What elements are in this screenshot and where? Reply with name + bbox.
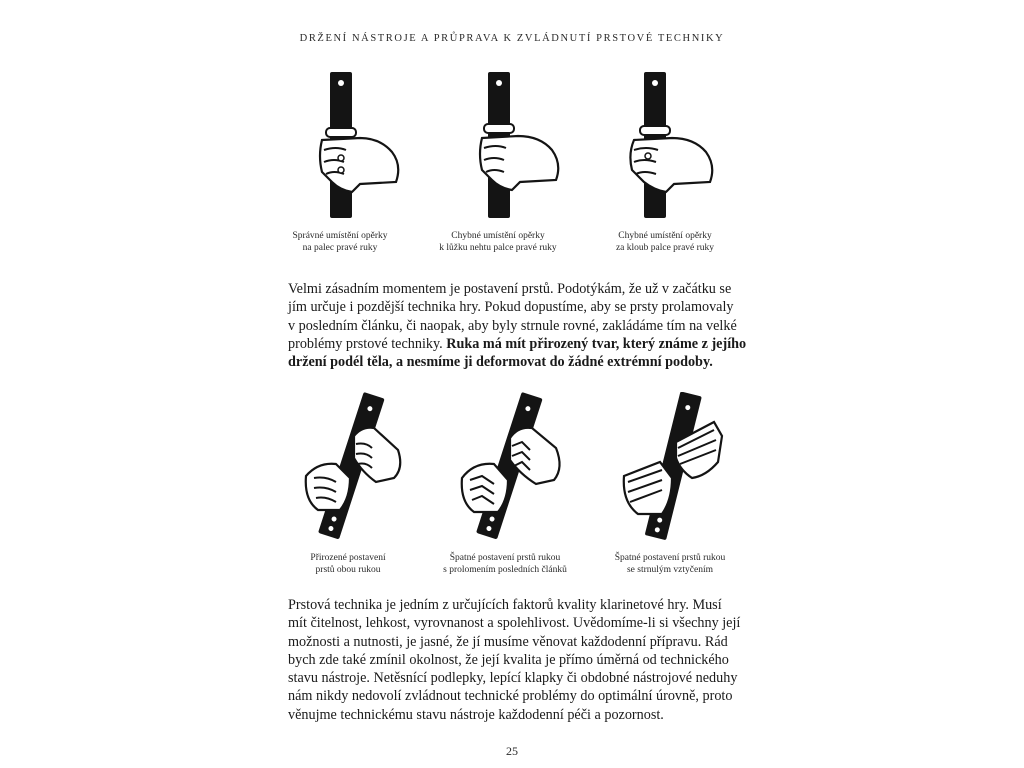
hand-holding-instrument-icon — [300, 70, 410, 220]
hand-holding-instrument-icon — [458, 70, 568, 220]
emphasis-text: Ruka má mít přirozený tvar, který známe z jejího — [446, 335, 747, 352]
caption-bottom-2 — [420, 552, 590, 576]
caption-line: Špatné postavení prstů rukou — [449, 553, 561, 563]
caption-line: prstů obou rukou — [315, 565, 381, 575]
figure-thumb-rest-nail — [458, 70, 568, 220]
page-number: 25 — [506, 744, 518, 758]
figure-fingers-collapsed — [450, 392, 570, 542]
hand-holding-instrument-icon — [614, 70, 724, 220]
caption-line: Správné umístění opěrky — [292, 231, 388, 241]
two-hands-on-clarinet-icon — [614, 392, 734, 542]
running-head: DRŽENÍ NÁSTROJE A PRŮPRAVA K ZVLÁDNUTÍ PRSTOVÉ TECHNIKY — [299, 33, 725, 44]
paragraph-finger-position — [288, 280, 747, 371]
text-line: věnujme technickému stavu nástroje každodenní péči a pozornost. — [288, 706, 664, 723]
text-line-bold: držení podél těla, a nesmíme ji deformovat do žádné extrémní podoby. — [288, 354, 713, 371]
caption-line: na palec pravé ruky — [302, 243, 378, 253]
figure-thumb-rest-correct — [300, 70, 410, 220]
text-line: nám nikdy nedovolí zvládnout technické problémy do optimální úrovně, proto — [288, 688, 733, 705]
caption-bottom-1 — [278, 552, 418, 576]
figure-thumb-rest-knuckle — [614, 70, 724, 220]
caption-top-1 — [270, 230, 410, 254]
caption-line: se strnulým vztyčením — [626, 565, 713, 575]
caption-line: k lůžku nehtu palce pravé ruky — [439, 243, 557, 253]
caption-line: Přirozené postavení — [310, 553, 386, 563]
text-line: Prstová technika je jedním z určujících faktorů kvality klarinetové hry. Musí — [288, 597, 722, 613]
text-line: mít čitelnost, lehkost, vyrovnanost a spolehlivost. Uvědomíme-li si všechny její — [288, 615, 741, 632]
caption-line: Chybné umístění opěrky — [451, 231, 545, 241]
text-run: problémy prstové techniky. — [288, 335, 443, 352]
text-line: možnosti a nutnosti, je jasné, že jí musíme věnovat každodenní přípravu. Rád — [288, 633, 728, 650]
caption-bottom-3 — [590, 552, 750, 576]
caption-top-2 — [418, 230, 578, 254]
figure-fingers-stiff — [614, 392, 734, 542]
text-line: jím určuje i pozdější technika hry. Pokud dopustíme, aby se prsty prolamovaly — [288, 299, 734, 316]
caption-line: Špatné postavení prstů rukou — [614, 553, 726, 563]
caption-line: za kloub palce pravé ruky — [615, 243, 715, 253]
two-hands-on-clarinet-icon — [292, 392, 412, 542]
caption-line: s prolomením posledních článků — [443, 565, 567, 575]
text-line: stavu nástroje. Netěsnící podlepky, lepící klapky či obdobné nástrojové neduhy — [288, 670, 738, 687]
text-line — [288, 335, 747, 353]
text-line: v posledním článku, či naopak, aby byly strnule rovné, zakládáme tím na velké — [288, 317, 737, 334]
figure-fingers-natural — [292, 392, 412, 542]
text-line: Velmi zásadním momentem je postavení prstů. Podotýkám, že už v začátku se — [288, 281, 732, 297]
two-hands-on-clarinet-icon — [450, 392, 570, 542]
caption-top-3 — [590, 230, 740, 254]
text-line: bych zde také zmínil okolnost, že její kvalita je přímo úměrná od technického — [288, 651, 729, 668]
paragraph-finger-technique — [288, 596, 741, 724]
caption-line: Chybné umístění opěrky — [618, 231, 712, 241]
